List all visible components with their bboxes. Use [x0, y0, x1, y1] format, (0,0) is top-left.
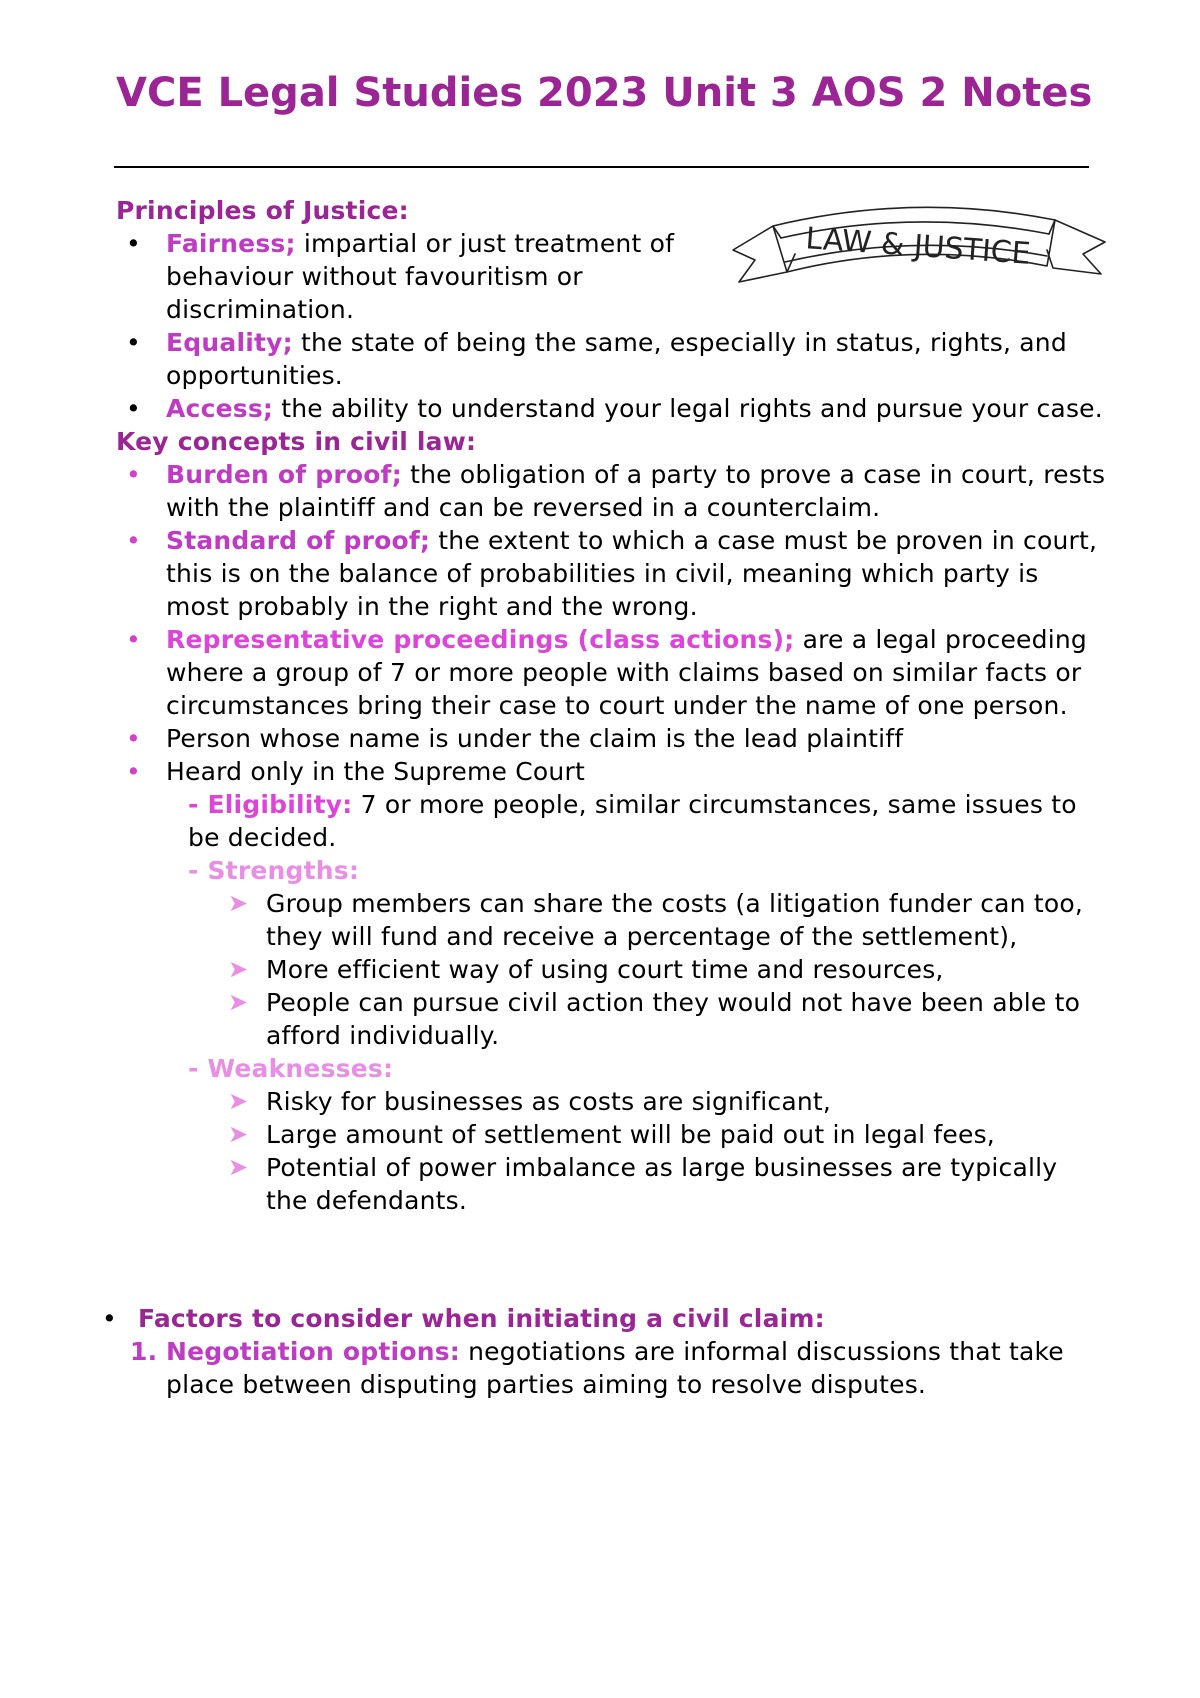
factors-heading: • Factors to consider when initiating a civil claim: — [102, 1302, 1106, 1335]
arrow-bullet-icon: ➤ — [228, 1087, 249, 1115]
list-item — [116, 722, 1106, 755]
notes-body — [116, 194, 1106, 1401]
term-negotiation-options: Negotiation options: — [166, 1337, 460, 1366]
title-underline — [114, 166, 1089, 168]
principles-heading: Principles of Justice: — [116, 196, 409, 225]
list-item: ➤ People can pursue civil action they would not have been able to afford individually. — [228, 988, 1081, 1050]
list-item — [116, 227, 686, 326]
arrow-bullet-icon: ➤ — [228, 988, 249, 1016]
strengths-list — [116, 887, 1106, 1052]
list-item: ➤ Large amount of settlement will be paid out in legal fees, — [228, 1120, 995, 1149]
factors-list — [116, 1335, 1106, 1401]
page-title: VCE Legal Studies 2023 Unit 3 AOS 2 Notes — [116, 70, 1093, 116]
term-equality: Equality; — [166, 328, 293, 357]
arrow-bullet-icon: ➤ — [228, 1120, 249, 1148]
spacer — [116, 1217, 1106, 1302]
term-fairness: Fairness; — [166, 229, 296, 258]
definition-text: the extent to which a case must be proven in court, this is on the balance of probabilities in civil, meaning which party is most probably in the right and the wrong. — [166, 526, 1098, 621]
definition-text: the state of being the same, especially in status, rights, and opportunities. — [166, 328, 1067, 390]
weaknesses-list — [116, 1085, 1106, 1217]
list-item: ➤ Group members can share the costs (a litigation funder can too, they will fund and receive a percentage of the settlement), — [228, 889, 1084, 951]
item-number: 1. — [130, 1337, 158, 1366]
definition-text: Person whose name is under the claim is the lead plaintiff — [166, 724, 904, 753]
list-item — [116, 755, 1106, 788]
weaknesses-heading: - Weaknesses: — [188, 1054, 394, 1083]
list-item — [116, 458, 1106, 524]
list-item — [116, 623, 1106, 722]
term-access: Access; — [166, 394, 274, 423]
strengths-heading: - Strengths: — [188, 856, 360, 885]
eligibility-text: 7 or more people, similar circumstances, same issues to be decided. — [188, 790, 1077, 852]
definition-text: the obligation of a party to prove a case in court, rests with the plaintiff and can be reversed in a counterclaim. — [166, 460, 1106, 522]
definition-text: negotiations are informal discussions that take place between disputing parties aiming to resolve disputes. — [166, 1337, 1064, 1399]
key-concepts-list — [116, 458, 1106, 788]
list-item — [116, 326, 1106, 392]
eligibility-item — [116, 788, 1106, 854]
definition-text: the ability to understand your legal rights and pursue your case. — [273, 394, 1103, 423]
principles-list — [116, 227, 1106, 425]
arrow-bullet-icon: ➤ — [228, 1153, 249, 1181]
term-representative-proceedings: Representative proceedings (class actions); — [166, 625, 795, 654]
term-standard-of-proof: Standard of proof; — [166, 526, 431, 555]
key-concepts-heading: Key concepts in civil law: — [116, 427, 477, 456]
list-item — [116, 524, 1106, 623]
arrow-bullet-icon: ➤ — [228, 889, 249, 917]
list-item — [116, 392, 1106, 425]
list-item: ➤ Potential of power imbalance as large businesses are typically the defendants. — [228, 1153, 1058, 1215]
arrow-bullet-icon: ➤ — [228, 955, 249, 983]
list-item: ➤ More efficient way of using court time and resources, — [228, 955, 944, 984]
term-burden-of-proof: Burden of proof; — [166, 460, 402, 489]
list-item: ➤ Risky for businesses as costs are significant, — [228, 1087, 832, 1116]
definition-text: are a legal proceeding where a group of 7 or more people with claims based on similar facts or circumstances bring their case to court under the name of one person. — [166, 625, 1087, 720]
eligibility-label: - Eligibility: — [188, 790, 353, 819]
list-item — [116, 1335, 1106, 1401]
definition-text: Heard only in the Supreme Court — [166, 757, 585, 786]
definition-text: impartial or just treatment of behaviour without favouritism or discrimination. — [166, 229, 675, 324]
banner-text: LAW & JUSTICE — [804, 221, 1032, 272]
